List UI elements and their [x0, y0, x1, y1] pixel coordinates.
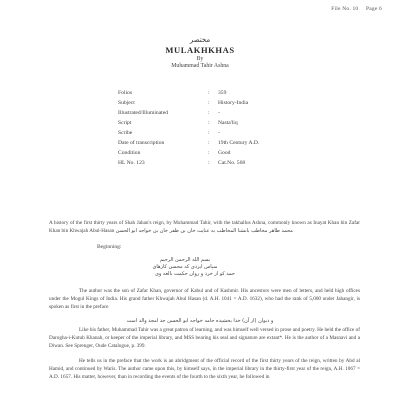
metadata-label: Condition [118, 150, 141, 156]
paragraph-intro [49, 220, 360, 236]
metadata-colon: : [208, 130, 210, 136]
arabic-incipit [0, 257, 400, 278]
page-number: Page 6 [365, 6, 382, 12]
metadata-colon: : [208, 150, 210, 156]
page-header [325, 6, 382, 12]
paragraph-author-career: Like his father, Muhammad Tahir was a great patron of learning, and was himself well versed in prose and poetry. He held the office of Darogha-i-Kutub Khanah, or keeper of the imperial library, and MSS bearing his seal and signature are extant*. He is the author of a Masnavi and a Diwan. See Sprenger, Oude Catalogue, p. 399. [49, 327, 360, 349]
file-number: File No. 10 [331, 6, 359, 12]
metadata-row [118, 98, 318, 108]
beginning-label: Beginning: [97, 244, 122, 250]
metadata-colon: : [208, 100, 210, 106]
metadata-row [118, 118, 318, 128]
metadata-value: 19th Century A.D. [218, 140, 260, 146]
document-title: MULAKHKHAS [165, 45, 235, 55]
metadata-row [118, 88, 318, 98]
metadata-label: Illustrated/Illuminated [118, 110, 169, 116]
metadata-row [118, 158, 318, 168]
arabic-incipit-line: حمد کو از خرد و روان حکمت بالغه وی [155, 271, 235, 277]
metadata-row [118, 148, 318, 158]
metadata-colon: : [208, 90, 210, 96]
metadata-row [118, 108, 318, 118]
metadata-row [118, 128, 318, 138]
arabic-quote-line: و دیوان (از آن) خدا بخشیده حامه خواجه ابو الحسن جد امجد والد است [126, 318, 274, 324]
metadata-label: HL No. 123 [118, 160, 145, 166]
by-line: By [196, 56, 204, 62]
arabic-title: مختصر [189, 36, 211, 44]
metadata-colon: : [208, 160, 210, 166]
metadata-colon: : [208, 120, 210, 126]
metadata-value: - [218, 130, 220, 136]
metadata-label: Folios [118, 90, 132, 96]
paragraph-work-description: He tells us in the preface that the work is an abridgment of the official record of the first thirty years of the reign, written by Abd al Hamid, and continued by Waris. The author came upon this, by himself says, in the imperial library in the thirty-first year of the reign, A.H. 1067 = A.D. 1657. His matter, however, than in recording the events of the fourth to the sixth year, he followed in [49, 358, 360, 380]
author-name-arabic: محمد طاهر مخاطب بانشنا المخاطب به عنایت خان بن ظفر خان بن خواجه ابو الحسن [115, 227, 293, 234]
author-name: Muhammad Tahir Ashna [171, 63, 229, 69]
metadata-label: Date of transcription [118, 140, 165, 146]
metadata-row [118, 138, 318, 148]
metadata-value: Good [218, 150, 231, 156]
metadata-colon: : [208, 110, 210, 116]
metadata-value: - [218, 110, 220, 116]
arabic-incipit-line: سپاس ایزدی که محسن کارهای [152, 264, 218, 270]
metadata-value: Nasta'liq [218, 120, 238, 126]
metadata-table [118, 88, 318, 168]
metadata-value: History-India [218, 100, 249, 106]
metadata-label: Subject [118, 100, 135, 106]
metadata-colon: : [208, 140, 210, 146]
metadata-label: Script [118, 120, 132, 126]
arabic-incipit-line: بسم الله الرحمن الرحيم [159, 257, 211, 263]
paragraph-author-background: The author was the son of Zafar Khan, governor of Kabul and of Kashmir. His ancestors were men of letters, and held high offices under the Mogul Kings of India. His grand father Khwajah Abul Hasan (d. A.H. 1041 = A.D. 1632), who had the rank of 5,000 under Jahangir, is spoken as first in the preface [49, 288, 360, 310]
paragraph-intro-text: A history of the first thirty years of Shah Jahan's reign, by Muhammad Tahir, with the takhallus Ashna, commonly known as Inayat Khan bin Zafar Khan bin Khwajah Abul-Hasan [49, 220, 360, 234]
metadata-value: 359 [218, 90, 227, 96]
metadata-label: Scribe [118, 130, 133, 136]
metadata-value: Cat.No. 568 [218, 160, 246, 166]
